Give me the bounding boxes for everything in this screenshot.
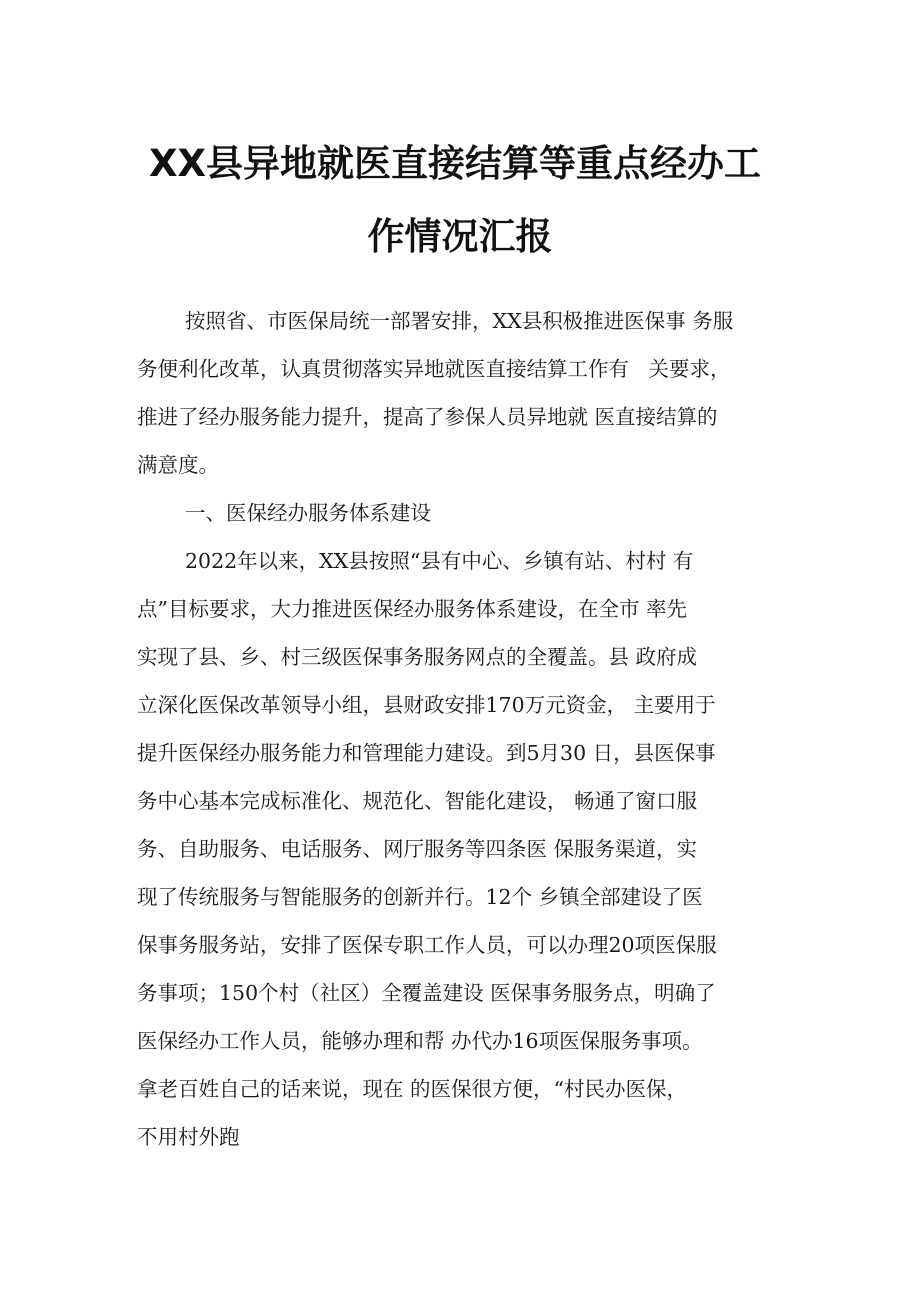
paragraph-intro-line-4: 满意度。 — [137, 453, 219, 477]
document-title-line-2: 作情况汇报 — [367, 215, 553, 258]
paragraph-body-line-11: 医保经办工作人员，能够办理和帮 办代办16项医保服务事项。 — [137, 1029, 703, 1053]
section-heading-1: 一、医保经办服务体系建设 — [185, 501, 431, 525]
paragraph-body-line-2: 点”目标要求，大力推进医保经办服务体系建设，在全市 率先 — [137, 597, 687, 621]
paragraph-body-line-12: 拿老百姓自己的话来说，现在 的医保很方便，“村民办医保， — [137, 1077, 687, 1101]
document-title-line-1: XX县异地就医直接结算等重点经办工 — [148, 142, 762, 185]
paragraph-body-line-3: 实现了县、乡、村三级医保事务服务网点的全覆盖。县 政府成 — [137, 645, 698, 669]
paragraph-body-line-13: 不用村外跑 — [137, 1125, 240, 1149]
paragraph-body-line-8: 现了传统服务与智能服务的创新并行。12个 乡镇全部建设了医 — [137, 885, 703, 909]
paragraph-body-line-5: 提升医保经办服务能力和管理能力建设。到5月30 日，县医保事 — [137, 741, 716, 765]
paragraph-body-line-7: 务、自助服务、电话服务、网厅服务等四条医 保服务渠道，实 — [137, 837, 698, 861]
paragraph-intro-line-1: 按照省、市医保局统一部署安排，XX县积极推进医保事 务服 — [185, 309, 734, 333]
paragraph-body-line-6: 务中心基本完成标准化、规范化、智能化建设， 畅通了窗口服 — [137, 789, 698, 813]
paragraph-body-line-1: 2022年以来，XX县按照“县有中心、乡镇有站、村村 有 — [185, 549, 694, 573]
paragraph-body-line-10: 务事项；150个村（社区）全覆盖建设 医保事务服务点，明确了 — [137, 981, 716, 1005]
paragraph-body-line-9: 保事务服务站，安排了医保专职工作人员，可以办理20项医保服 — [137, 933, 717, 957]
paragraph-intro-line-3: 推进了经办服务能力提升，提高了参保人员异地就 医直接结算的 — [137, 405, 718, 429]
paragraph-intro-line-2: 务便利化改革，认真贯彻落实异地就医直接结算工作有 关要求， — [137, 357, 731, 381]
paragraph-body-line-4: 立深化医保改革领导小组，县财政安排170万元资金， 主要用于 — [137, 693, 716, 717]
